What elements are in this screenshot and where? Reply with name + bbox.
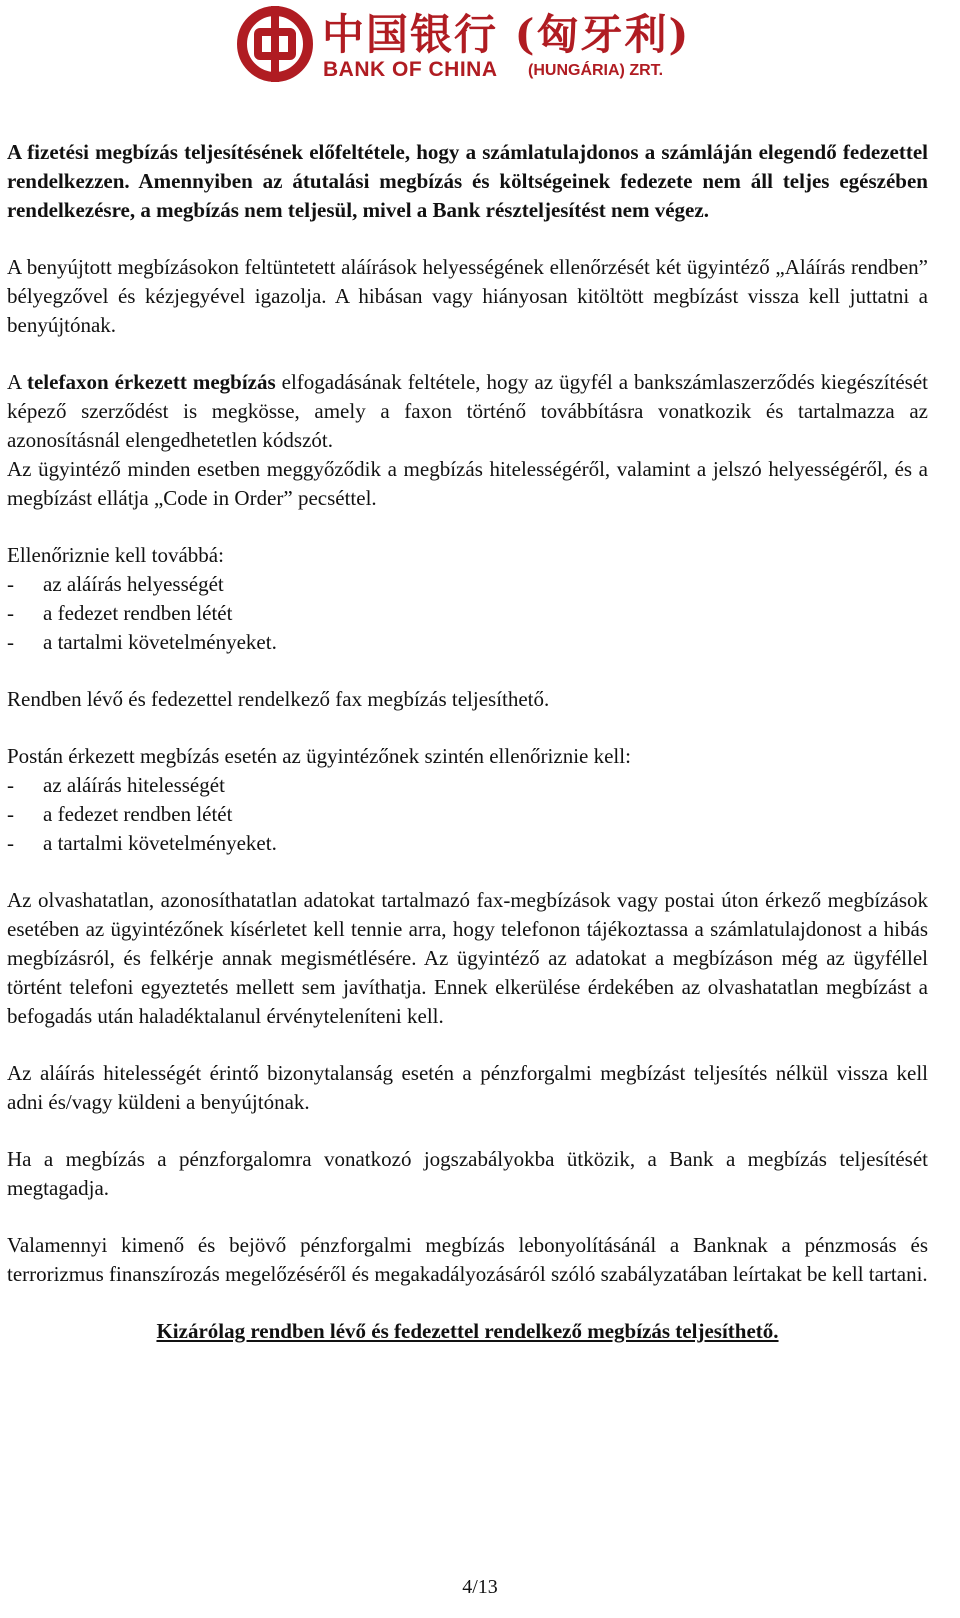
- paragraph-fax-ok: Rendben lévő és fedezettel rendelkező fax megbízás teljesíthető.: [7, 687, 550, 711]
- list-item-text: a tartalmi követelményeket.: [43, 630, 277, 654]
- paragraph-code-in-order: Az ügyintéző minden esetben meggyőződik a megbízás hitelességéről, valamint a jelszó helyességéről, és a megbízást ellátja „Code in Order” pecséttel.: [7, 457, 928, 510]
- paragraph-precondition: A fizetési megbízás teljesítésének előfeltétele, hogy a számlatulajdonos a számláján elegendő fedezettel rendelkezzen. Amennyiben az átutalási megbízás és költségeinek fedezete nem áll teljes egészében rendelkezésre, a megbízás nem teljesül, mivel a Bank részteljesítést nem végez.: [7, 140, 928, 222]
- list-item: - az aláírás helyességét: [7, 570, 928, 599]
- paragraph-legal-conflict: Ha a megbízás a pénzforgalomra vonatkozó jogszabályokba ütközik, a Bank a megbízás teljesítését megtagadja.: [7, 1147, 928, 1200]
- paragraph-illegible: Az olvashatatlan, azonosíthatatlan adatokat tartalmazó fax-megbízások vagy postai úton érkező megbízások esetében az ügyintézőnek kísérletet kell tennie arra, hogy telefonon tájékoztassa a számlatulajdonost a hibás megbízásról, és felkérje annak megismétlésére. Az ügyintéző az adatokat a megbízáson még az ügyféllel történt telefoni egyeztetés mellett sem javíthatja. Ennek elkerülése érdekében az olvashatatlan megbízást a befogadás után haladéktalanul érvényteleníteni kell.: [7, 888, 928, 1028]
- paragraph-fax-condition: [7, 368, 928, 455]
- list-item: - az aláírás hitelességét: [7, 771, 928, 800]
- bank-of-china-logo-icon: [235, 4, 315, 84]
- logo-english-text: BANK OF CHINA: [323, 58, 498, 81]
- page-number: 4/13: [462, 1576, 498, 1598]
- document-header: [0, 0, 960, 92]
- fax-text-bold: telefaxon érkezett megbízás: [26, 370, 276, 394]
- paragraph-aml: Valamennyi kimenő és bejövő pénzforgalmi megbízás lebonyolításánál a Banknak a pénzmosás és terrorizmus finanszírozás megelőzéséről és megakadályozásáról szóló szabályzatában leírtakat be kell tartani.: [7, 1233, 928, 1286]
- list-item: - a tartalmi követelményeket.: [7, 628, 928, 657]
- list-item-text: az aláírás hitelességét: [43, 773, 225, 797]
- list-item-text: a tartalmi követelményeket.: [43, 831, 277, 855]
- final-statement: Kizárólag rendben lévő és fedezettel rendelkező megbízás teljesíthető.: [156, 1319, 779, 1343]
- logo-subtitle-text: (HUNGÁRIA) ZRT.: [528, 62, 664, 79]
- list-item-text: a fedezet rendben létét: [43, 802, 233, 826]
- paragraph-signature-check: A benyújtott megbízásokon feltüntetett aláírások helyességének ellenőrzését két ügyintéző „Aláírás rendben” bélyegzővel és kézjegyével igazolja. A hibásan vagy hiányosan kitöltött megbízást vissza kell juttatni a benyújtónak.: [7, 255, 928, 337]
- logo-chinese-text: 中国银行 (匈牙利): [322, 10, 691, 59]
- post-intro: Postán érkezett megbízás esetén az ügyintézőnek szintén ellenőriznie kell:: [7, 744, 631, 768]
- list-item: - a tartalmi követelményeket.: [7, 829, 928, 858]
- check-intro: Ellenőriznie kell továbbá:: [7, 543, 224, 567]
- fax-text-start: A: [7, 370, 27, 394]
- paragraph-signature-uncertainty: Az aláírás hitelességét érintő bizonytalanság esetén a pénzforgalmi megbízást teljesítés nélkül vissza kell adni és/vagy küldeni a benyújtónak.: [7, 1061, 928, 1114]
- list-item: - a fedezet rendben létét: [7, 800, 928, 829]
- list-item-text: az aláírás helyességét: [43, 572, 224, 596]
- list-item: - a fedezet rendben létét: [7, 599, 928, 628]
- document-body: [7, 138, 928, 1346]
- list-item-text: a fedezet rendben létét: [43, 601, 233, 625]
- fax-text-rest: elfogadásának feltétele, hogy az ügyfél a bankszámlaszerződés kiegészítését képező szerződést is megkösse, amely a faxon történő továbbításra vonatkozik és tartalmazza az azonosításnál elengedhetetlen kódszót.: [7, 370, 928, 452]
